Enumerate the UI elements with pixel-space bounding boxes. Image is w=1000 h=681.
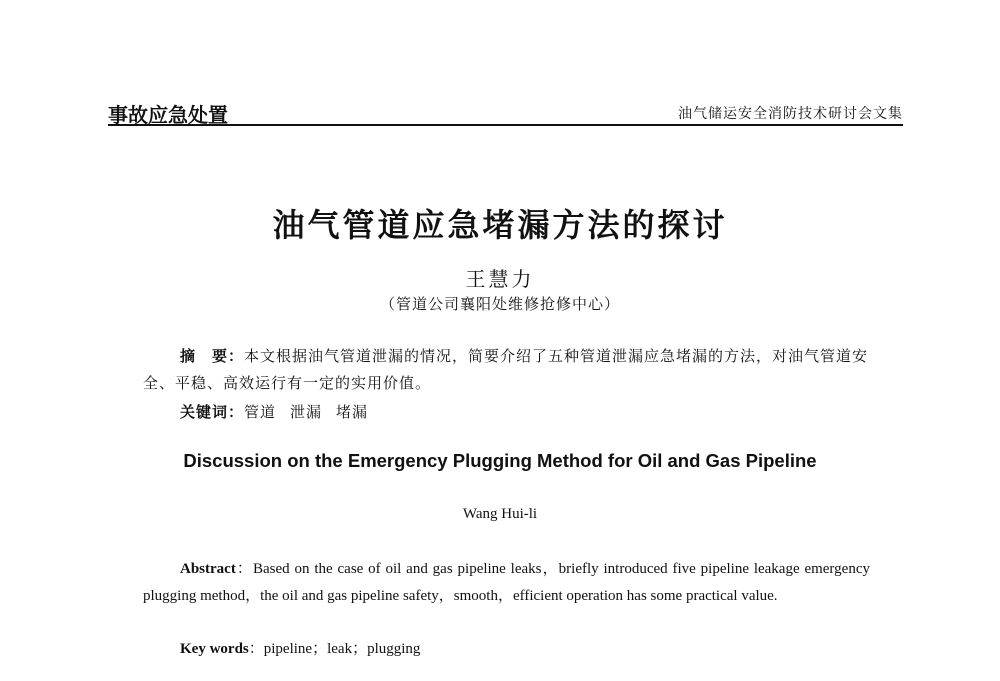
author-name-cn: 王慧力 (465, 267, 535, 291)
running-header (108, 98, 903, 126)
abstract-en-text: Based on the case of oil and gas pipeline leaks，briefly introduced five pipeline leakage emergency plugging method，the oil and gas pipeline safety，smooth，efficient operation has some practical value. (143, 561, 870, 604)
keyword-cn-item: 泄漏 (290, 403, 323, 421)
abstract-en: Abstract：Based on the case of oil and gas pipeline leaks，briefly introduced five pipeline leakage emergency plugging method，the oil and gas pipeline safety，smooth，efficient operation has some practical value. (143, 561, 870, 604)
author-name-en: Wang Hui-li (462, 506, 538, 522)
keyword-cn-item: 管道 (244, 403, 277, 421)
keyword-cn-item: 堵漏 (336, 403, 369, 421)
keywords-cn (180, 401, 368, 422)
journal-title: 油气储运安全消防技术研讨会文集 (678, 106, 903, 122)
paper-title-en: Discussion on the Emergency Plugging Method for Oil and Gas Pipeline (183, 450, 817, 471)
section-label: 事故应急处置 (108, 103, 228, 127)
abstract-cn-text: 本文根据油气管道泄漏的情况，简要介绍了五种管道泄漏应急堵漏的方法，对油气管道安全、平稳、高效运行有一定的实用价值。 (143, 347, 869, 392)
abstract-cn (143, 343, 873, 397)
paper-title: 油气管道应急堵漏方法的探讨 (272, 206, 728, 244)
keywords-en-label: Key words (180, 641, 249, 657)
keywords-en: Key words：pipeline；leak；plugging (180, 641, 421, 657)
keywords-en-text: pipeline；leak；plugging (263, 641, 421, 657)
author-affiliation-cn: （管道公司襄阳处维修抢修中心） (379, 295, 620, 313)
abstract-en-label: Abstract (180, 561, 236, 577)
keywords-cn-label: 关键词： (180, 403, 245, 421)
abstract-cn-label: 摘 要： (180, 347, 245, 365)
